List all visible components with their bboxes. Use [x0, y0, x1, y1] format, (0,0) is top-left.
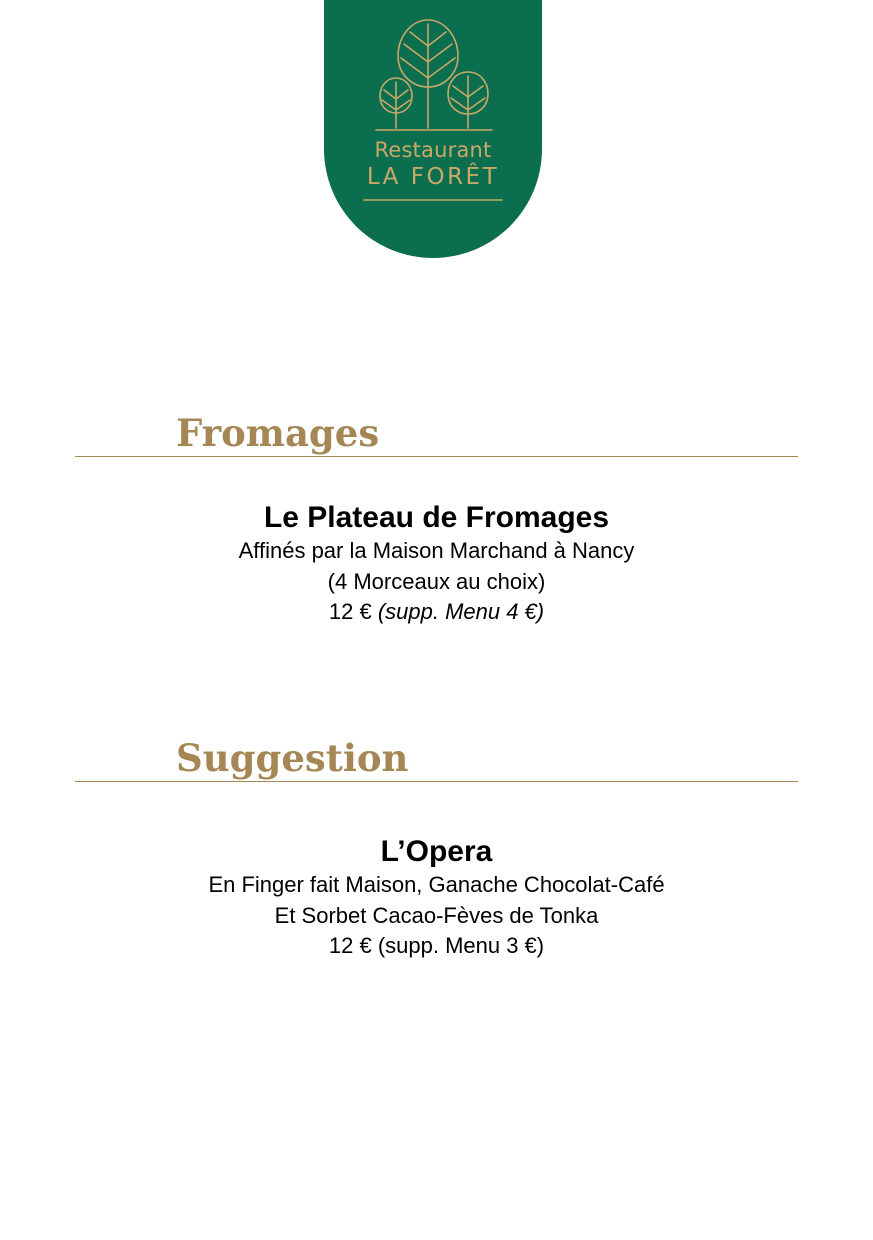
section-divider	[75, 781, 798, 782]
item-title: Le Plateau de Fromages	[263, 501, 610, 534]
item-description: (4 Morceaux au choix)	[327, 568, 546, 594]
item-price: 12 €	[328, 599, 372, 624]
section-heading-fromages: Fromages	[176, 411, 380, 455]
item-price-line	[75, 597, 798, 628]
logo-line-la-foret: LA FORÊT	[366, 164, 500, 190]
item-description: Et Sorbet Cacao-Fèves de Tonka	[274, 902, 599, 928]
item-description: En Finger fait Maison, Ganache Chocolat-Café	[208, 872, 665, 897]
logo-line-restaurant: Restaurant	[374, 138, 492, 162]
menu-item-plateau-fromages	[75, 500, 798, 628]
trees-icon	[324, 0, 542, 258]
restaurant-logo	[324, 0, 542, 258]
item-supplement: (supp. Menu 3 €)	[377, 933, 545, 958]
item-description: Affinés par la Maison Marchand à Nancy	[238, 538, 635, 563]
item-title: L’Opera	[380, 835, 493, 868]
item-supplement: (supp. Menu 4 €)	[377, 599, 545, 624]
section-divider	[75, 456, 798, 457]
menu-item-opera	[75, 834, 798, 962]
section-heading-suggestion: Suggestion	[176, 736, 409, 780]
item-price-line	[75, 931, 798, 962]
item-price: 12 €	[328, 933, 372, 958]
